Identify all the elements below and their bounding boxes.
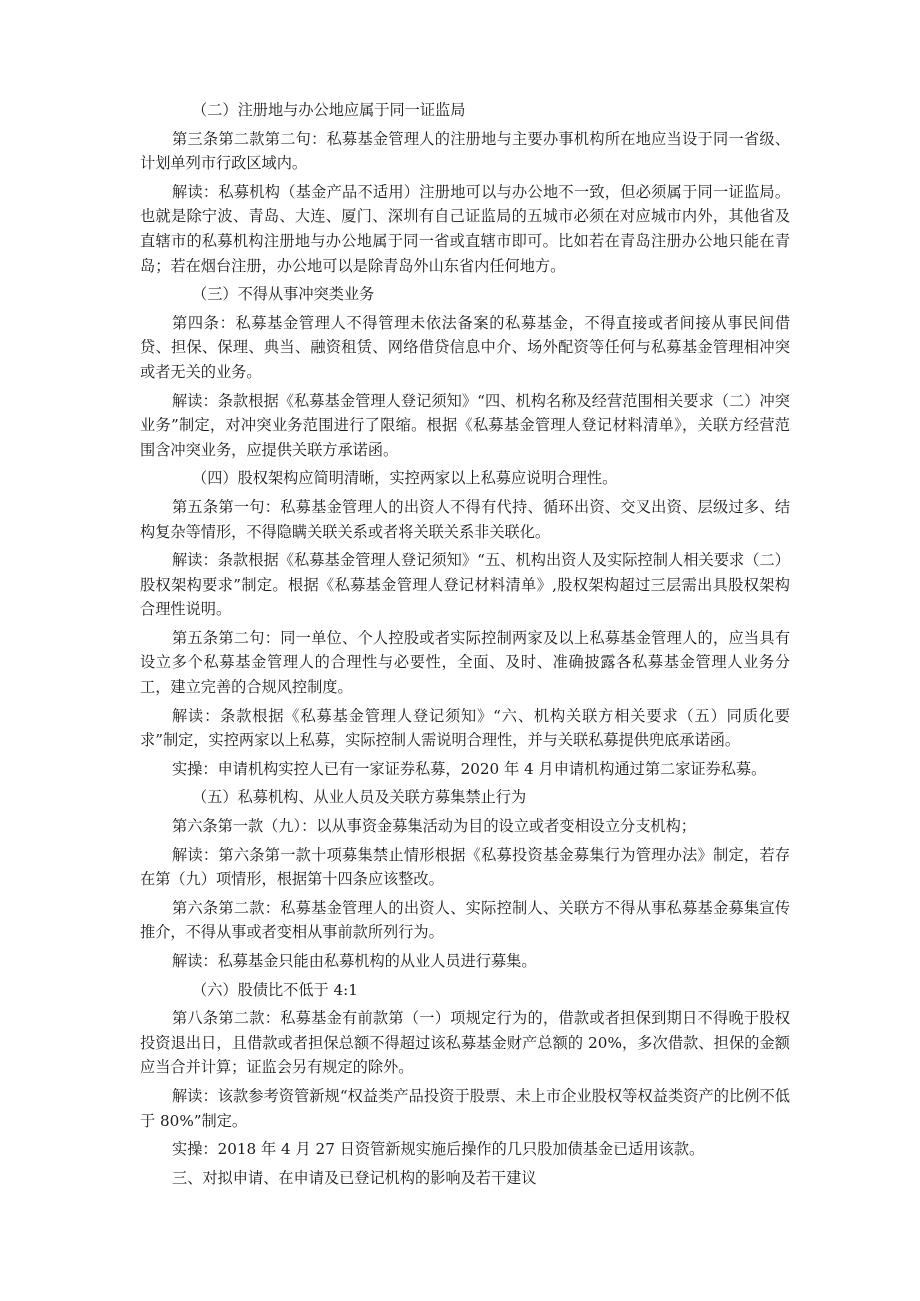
- article-6-clause-1: 第六条第一款（九）：以从事资金募集活动为目的设立或者变相设立分支机构；: [172, 817, 696, 836]
- interpretation-paragraph: 解读：私募基金只能由私募机构的从业人员进行募集。: [172, 952, 537, 970]
- article-5-sentence-2: 第五条第二句：同一单位、个人控股或者实际控制两家及以上私募基金管理人的，应当具有设立多个私募基金管理人的合理性与必要性，全面、及时、准确披露各私募基金管理人业务分工，建立完善的合规风控制度。: [140, 628, 790, 697]
- interpretation-paragraph: 解读：条款根据《私募基金管理人登记须知》“四、机构名称及经营范围相关要求（二）冲突业务”制定，对冲突业务范围进行了限缩。根据《私募基金管理人登记材料清单》，关联方经营范围含冲突业务，应提供关联方承诺函。: [140, 391, 790, 459]
- heading-equity-structure: （四）股权架构应简明清晰，实控两家以上私募应说明合理性。: [192, 469, 618, 488]
- practice-paragraph: 实操：2018 年 4 月 27 日资管新规实施后操作的几只股加债基金已适用该款。: [172, 1140, 705, 1159]
- interpretation-paragraph: 解读：私募机构（基金产品不适用）注册地可以与办公地不一致，但必须属于同一证监局。也就是除宁波、青岛、大连、厦门、深圳有自己证监局的五城市必须在对应城市内外，其他省及直辖市的私募机构注册地与办公地属于同一省或直辖市即可。比如若在青岛注册办公地只能在青岛；若在烟台注册，办公地可以是除青岛外山东省内任何地方。: [140, 182, 790, 275]
- heading-conflict-business: （三）不得从事冲突类业务: [192, 285, 375, 304]
- heading-registration-office: （二）注册地与办公地应属于同一证监局: [192, 101, 466, 119]
- interpretation-paragraph: 解读：条款根据《私募基金管理人登记须知》“五、机构出资人及实际控制人相关要求（二）股权架构要求”制定。根据《私募基金管理人登记材料清单》,股权架构超过三层需出具股权架构合理性说明。: [140, 551, 790, 619]
- article-3-clause: 第三条第二款第二句：私募基金管理人的注册地与主要办事机构所在地应当设于同一省级、计划单列市行政区域内。: [140, 129, 790, 173]
- section-heading-impact: 三、对拟申请、在申请及已登记机构的影响及若干建议: [172, 1168, 537, 1187]
- interpretation-paragraph: 解读：该款参考资管新规“权益类产品投资于股票、未上市企业股权等权益类资产的比例不低于 80%”制定。: [140, 1086, 790, 1130]
- article-6-clause-2: 第六条第二款：私募基金管理人的出资人、实际控制人、关联方不得从事私募基金募集宣传推介，不得从事或者变相从事前款所列行为。: [140, 898, 790, 942]
- article-4-clause: 第四条：私募基金管理人不得管理未依法备案的私募基金，不得直接或者间接从事民间借贷、担保、保理、典当、融资租赁、网络借贷信息中介、场外配资等任何与私募基金管理相冲突或者无关的业务。: [140, 313, 790, 381]
- article-8-clause-2: 第八条第二款：私募基金有前款第（一）项规定行为的，借款或者担保到期日不得晚于股权投资退出日，且借款或者担保总额不得超过该私募基金财产总额的 20%，多次借款、担保的金额应当合并计算；证监会另有规定的除外。: [140, 1009, 790, 1077]
- heading-fundraising-prohibitions: （五）私募机构、从业人员及关联方募集禁止行为: [192, 788, 527, 807]
- heading-debt-equity-ratio: （六）股债比不低于 4:1: [192, 980, 358, 999]
- document-page: [140, 98, 790, 1194]
- interpretation-paragraph: 解读：第六条第一款十项募集禁止情形根据《私募投资基金募集行为管理办法》制定，若存在第（九）项情形，根据第十四条应该整改。: [140, 845, 790, 889]
- practice-paragraph: 实操：申请机构实控人已有一家证券私募，2020 年 4 月申请机构通过第二家证券私募。: [172, 759, 767, 778]
- interpretation-paragraph: 解读：条款根据《私募基金管理人登记须知》“六、机构关联方相关要求（五）同质化要求”制定，实控两家以上私募，实际控制人需说明合理性，并与关联私募提供兜底承诺函。: [140, 706, 790, 750]
- article-5-sentence-1: 第五条第一句：私募基金管理人的出资人不得有代持、循环出资、交叉出资、层级过多、结构复杂等情形，不得隐瞒关联关系或者将关联关系非关联化。: [140, 497, 790, 541]
